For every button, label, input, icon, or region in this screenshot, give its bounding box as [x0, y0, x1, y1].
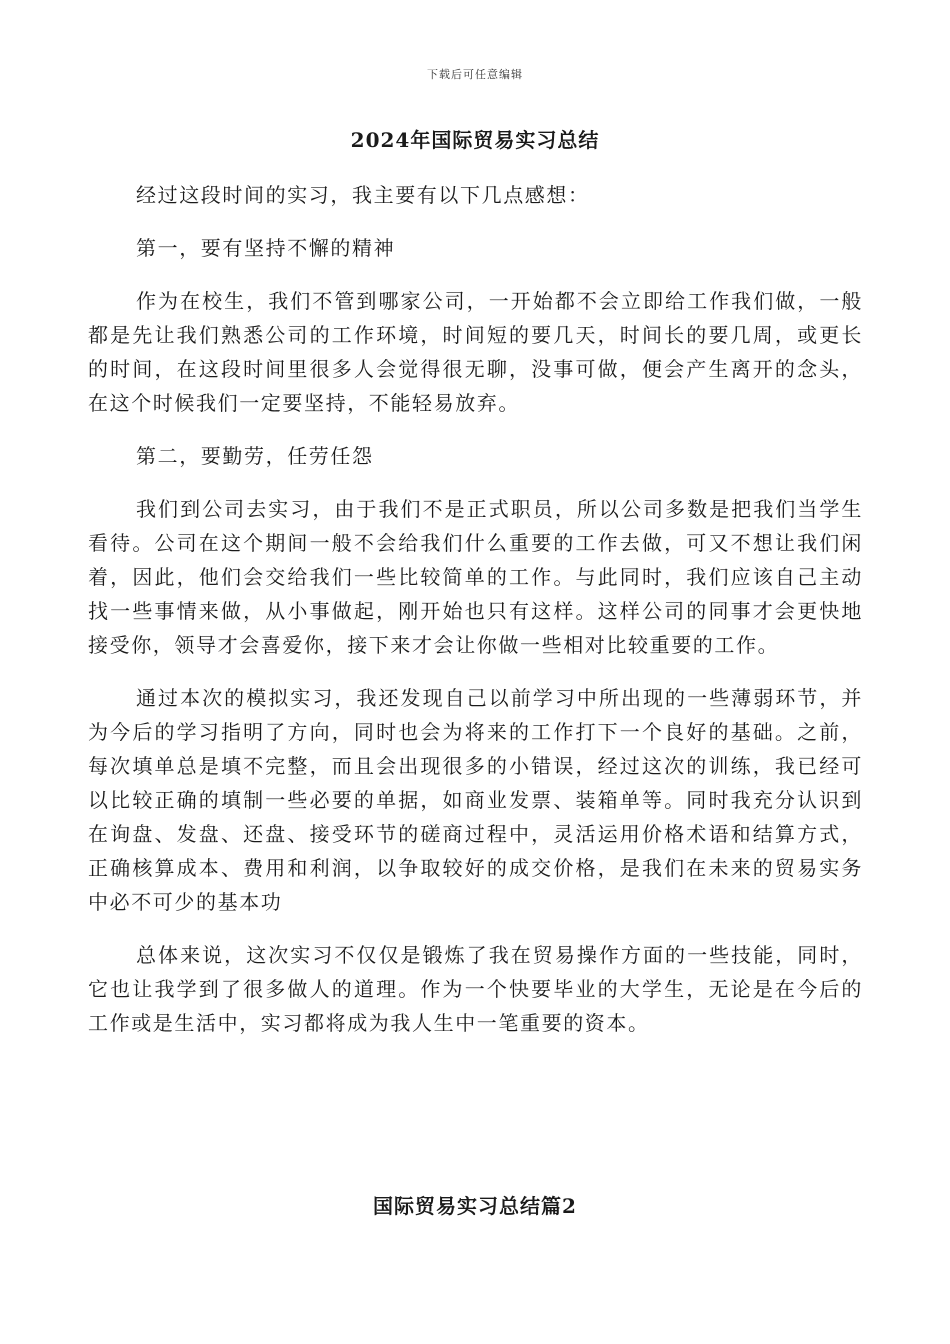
document-body — [88, 178, 863, 1059]
paragraph-point-two-body: 我们到公司去实习，由于我们不是正式职员，所以公司多数是把我们当学生看待。公司在这个期间一般不会给我们什么重要的工作去做，可又不想让我们闲着，因此，他们会交给我们一些比较简单的工作。与此同时，我们应该自己主动找一些事情来做，从小事做起，刚开始也只有这样。这样公司的同事才会更快地接受你，领导才会喜爱你，接下来才会让你做一些相对比较重要的工作。 — [88, 497, 863, 657]
document-title: 2024年国际贸易实习总结 — [350, 128, 600, 152]
paragraph-point-one-body: 作为在校生，我们不管到哪家公司，一开始都不会立即给工作我们做，一般都是先让我们熟悉公司的工作环境，时间短的要几天，时间长的要几周，或更长的时间，在这段时间里很多人会觉得很无聊，没事可做，便会产生离开的念头，在这个时候我们一定要坚持，不能轻易放弃。 — [88, 289, 863, 415]
paragraph-intro: 经过这段时间的实习，我主要有以下几点感想： — [136, 183, 590, 207]
paragraph-conclusion: 总体来说，这次实习不仅仅是锻炼了我在贸易操作方面的一些技能，同时，它也让我学到了很多做人的道理。作为一个快要毕业的大学生，无论是在今后的工作或是生活中，实习都将成为我人生中一笔重要的资本。 — [88, 943, 863, 1035]
header-note: 下载后可任意编辑 — [427, 68, 523, 81]
paragraph-point-one-heading: 第一，要有坚持不懈的精神 — [136, 236, 396, 260]
paragraph-simulation: 通过本次的模拟实习，我还发现自己以前学习中所出现的一些薄弱环节，并为今后的学习指明了方向，同时也会为将来的工作打下一个良好的基础。之前，每次填单总是填不完整，而且会出现很多的小错误，经过这次的训练，我已经可以比较正确的填制一些必要的单据，如商业发票、装箱单等。同时我充分认识到在询盘、发盘、还盘、接受环节的磋商过程中，灵活运用价格术语和结算方式，正确核算成本、费用和利润，以争取较好的成交价格，是我们在未来的贸易实务中必不可少的基本功 — [88, 686, 863, 914]
next-section-title: 国际贸易实习总结篇2 — [373, 1194, 577, 1218]
paragraph-point-two-heading: 第二，要勤劳，任劳任怨 — [136, 444, 374, 468]
